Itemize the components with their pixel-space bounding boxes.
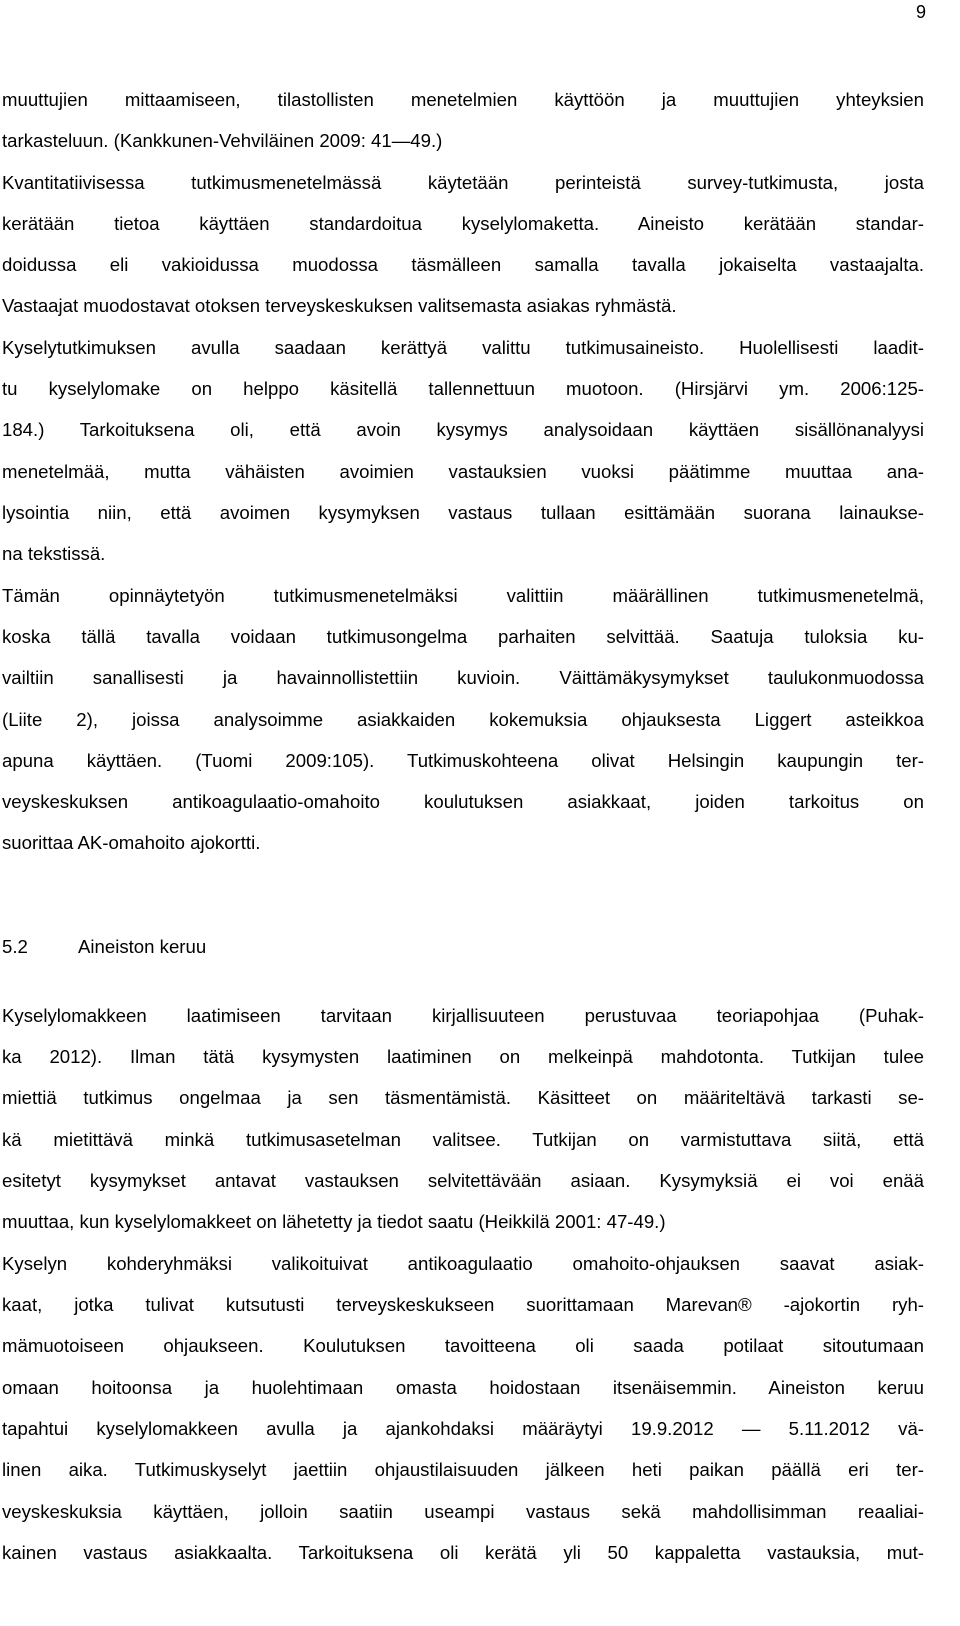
- text-line: mämuotoiseen ohjaukseen. Koulutuksen tavoitteena oli saada potilaat sitoutumaan: [2, 1335, 924, 1356]
- text-line: linen aika. Tutkimuskyselyt jaettiin ohjaustilaisuuden jälkeen heti paikan päällä eri ter-: [2, 1459, 924, 1480]
- text-line: muuttujien mittaamiseen, tilastollisten menetelmien käyttöön ja muuttujien yhteyksien: [2, 89, 924, 110]
- section-title: Aineiston keruu: [78, 936, 207, 957]
- section-number: 5.2: [2, 936, 28, 957]
- text-line: tarkasteluun. (Kankkunen-Vehviläinen 2009: 41—49.): [2, 130, 443, 151]
- text-line: ka 2012). Ilman tätä kysymysten laatiminen on melkeinpä mahdotonta. Tutkijan tulee: [2, 1046, 924, 1067]
- text-line: vailtiin sanallisesti ja havainnollistettiin kuvioin. Väittämäkysymykset taulukonmuodossa: [2, 667, 924, 688]
- text-line: tapahtui kyselylomakkeen avulla ja ajankohdaksi määräytyi 19.9.2012 — 5.11.2012 vä-: [2, 1418, 924, 1439]
- text-line: doidussa eli vakioidussa muodossa täsmälleen samalla tavalla jokaiselta vastaajalta.: [2, 254, 924, 275]
- text-line: menetelmää, mutta vähäisten avoimien vastauksien vuoksi päätimme muuttaa ana-: [2, 461, 924, 482]
- text-line: kä mietittävä minkä tutkimusasetelman valitsee. Tutkijan on varmistuttava siitä, että: [2, 1129, 924, 1150]
- text-line: apuna käyttäen. (Tuomi 2009:105). Tutkimuskohteena olivat Helsingin kaupungin ter-: [2, 750, 924, 771]
- text-line: lysointia niin, että avoimen kysymyksen vastaus tullaan esittämään suorana lainaukse-: [2, 502, 924, 523]
- text-line: esitetyt kysymykset antavat vastauksen selvitettävään asiaan. Kysymyksiä ei voi enää: [2, 1170, 924, 1191]
- text-line: Kyselyn kohderyhmäksi valikoituivat antikoagulaatio omahoito-ohjauksen saavat asiak-: [2, 1253, 924, 1274]
- text-line: (Liite 2), joissa analysoimme asiakkaiden kokemuksia ohjauksesta Liggert asteikkoa: [2, 709, 924, 730]
- text-line: kainen vastaus asiakkaalta. Tarkoituksena oli kerätä yli 50 kappaletta vastauksia, mut-: [2, 1542, 924, 1563]
- text-line: kerätään tietoa käyttäen standardoitua kyselylomaketta. Aineisto kerätään standar-: [2, 213, 924, 234]
- text-line: suorittaa AK-omahoito ajokortti.: [2, 832, 261, 853]
- text-line: kaat, jotka tulivat kutsutusti terveyskeskukseen suorittamaan Marevan® -ajokortin ryh-: [2, 1294, 924, 1315]
- text-line: Kyselylomakkeen laatimiseen tarvitaan kirjallisuuteen perustuvaa teoriapohjaa (Puhak-: [2, 1005, 924, 1026]
- text-line: muuttaa, kun kyselylomakkeet on lähetetty ja tiedot saatu (Heikkilä 2001: 47-49.): [2, 1211, 666, 1232]
- text-line: 184.) Tarkoituksena oli, että avoin kysymys analysoidaan käyttäen sisällönanalyysi: [2, 419, 924, 440]
- text-line: Kvantitatiivisessa tutkimusmenetelmässä käytetään perinteistä survey-tutkimusta, josta: [2, 172, 924, 193]
- section-heading: [2, 936, 206, 958]
- text-line: koska tällä tavalla voidaan tutkimusongelma parhaiten selvittää. Saatuja tuloksia ku-: [2, 626, 924, 647]
- text-line: tu kyselylomake on helppo käsitellä tallennettuun muotoon. (Hirsjärvi ym. 2006:125-: [2, 378, 924, 399]
- text-line: Vastaajat muodostavat otoksen terveyskeskuksen valitsemasta asiakas ryhmästä.: [2, 295, 677, 316]
- text-line: omaan hoitoonsa ja huolehtimaan omasta hoidostaan itsenäisemmin. Aineiston keruu: [2, 1377, 924, 1398]
- text-line: Kyselytutkimuksen avulla saadaan kerättyä valittu tutkimusaineisto. Huolellisesti laadit-: [2, 337, 924, 358]
- page-number: 9: [915, 2, 926, 22]
- text-line: veyskeskuksen antikoagulaatio-omahoito koulutuksen asiakkaat, joiden tarkoitus on: [2, 791, 924, 812]
- text-line: Tämän opinnäytetyön tutkimusmenetelmäksi valittiin määrällinen tutkimusmenetelmä,: [2, 585, 924, 606]
- text-line: na tekstissä.: [2, 543, 106, 564]
- text-line: veyskeskuksia käyttäen, jolloin saatiin useampi vastaus sekä mahdollisimman reaaliai-: [2, 1501, 924, 1522]
- text-line: miettiä tutkimus ongelmaa ja sen täsmentämistä. Käsitteet on määriteltävä tarkasti se-: [2, 1087, 924, 1108]
